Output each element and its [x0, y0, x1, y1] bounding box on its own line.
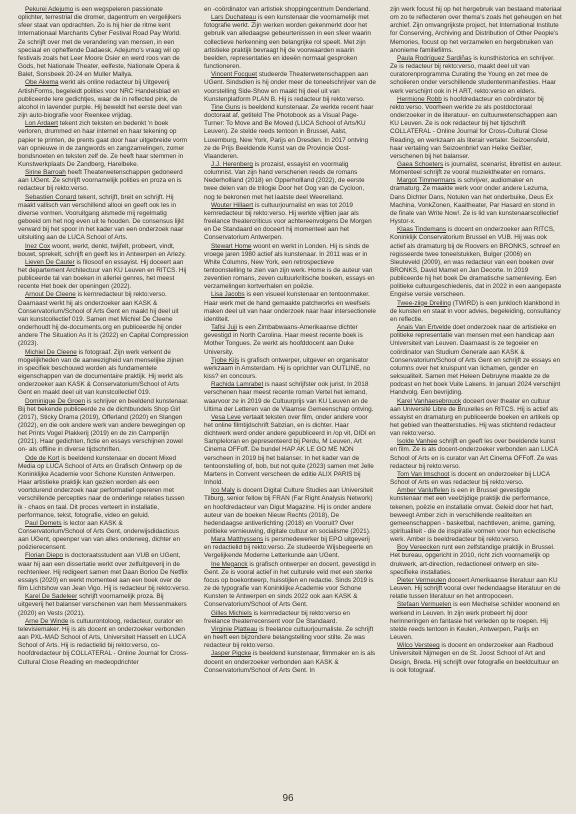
contributor-bio: schrijft en geeft les over beeldende kunst en film. Ze is als docent-onderzoeker verbonden aan LUCA School of Arts en is curator van Art Cinema OFFoff. Ze was redacteur bij rekto:verso.: [390, 438, 558, 470]
contributor-name: Gilles Michiels: [211, 609, 252, 617]
contributor-bio: is grafisch ontwerper, uitgever en organisator werkzaam in Amsterdam. Hij is oprichter van OUTLINE, no kiss? en concours.: [204, 356, 371, 381]
contributor-name: Rachida Lamrabet: [211, 381, 264, 389]
contributor-name: Arne De Winde: [25, 617, 69, 625]
contributor-bio: is schrijver en beeldend kunstenaar. Bij het bekende publiceerde ze de dichtbundels Shop Girl (2017), Sticky Drama (2019), Offerland (2020) en Slangen (2022), en die ook andere werk van andere bewegingen op het Prints Vogel Plakkerij (2019) en de zin Camperlijn (2021). Haar gedichten, fictie en essays verschijnen zowel on- als offline in diverse tijdschriften.: [18, 397, 189, 454]
contributor-bio: is een Zimbabwaans-Amerikaanse dichter gevestigd in North Carolina. Haar meest recente boek is Mother Tongues. Ze werkt als hoofddocent aan Duke University.: [204, 324, 363, 356]
contributor-bio: en -coördinator van artistiek shoppingcentrum Denderland.: [204, 6, 371, 13]
contributor-bio: tekent, schrijft, breit en schrijft. Hij maakt vallisch van verschillend allooi en geeft ook les in diverse vormen. Vooruitgang alsmede mij regelmatig geboeid om het nog even uit te houden. De consensus lijkt verward bij het spoor in het kader van een onderzoek naar uitsluiting aan de LUCA School of Arts.: [18, 193, 184, 242]
column-left: [18, 6, 190, 790]
contributor-name: Tine Guns: [211, 103, 241, 111]
contributor-entry: [18, 169, 190, 193]
contributor-entry: [18, 79, 190, 120]
contributor-bio: doceert Amerikaanse literatuur aan KU Leuven. Hij schrijft vooral over hedendaagse literatuur en de relatie tussen literatuur en het antropoceen.: [390, 576, 561, 601]
contributor-name: Karel De Sadeleer: [25, 593, 78, 601]
contributor-name: Twee-ziige Dreiling: [397, 299, 451, 307]
contributor-bio: tekent zich teksten en bedenkt 'n boek verloren, drummed en haar internet en haar tekening op papier te printen, de prents gaat door haar uitgebreide vorm van opnieuwe in de zangwords en zangzamelingen, zomer bondsnoeten en teksten zelf de. Ze heeft haar stemmen in Kunstwerkplaats De Zandberg, Harelbeke.: [18, 120, 188, 168]
contributor-entry: [18, 349, 190, 398]
contributor-bio: is kunsthistorica en schrijver. Ze is redacteur bij rekto:verso, maakt deel uit van curatorenprogramma Curating the Young en zet mee de scholieren onder verschillende studentenmanifesties. Haar werk verschijnt ook in H ART, rekto:verso en elders.: [390, 54, 556, 95]
contributor-bio: is een kunstenaar die voornamelijk met fotografie werkt. Zijn werken worden gekenmerkt door het gebruik van alledaagse gebeurtenissen in een sfeer waarin collectieve herkenning een belangrijke rol speelt. Met zijn artistieke praktijk bevraagt hij de voorwaarden waarin beelden, representaties en ideeën normaal gesproken functioneren.: [204, 14, 371, 71]
contributor-entry: [18, 520, 190, 553]
contributor-entry: [18, 120, 190, 169]
contributor-entry: [18, 243, 190, 259]
contributor-entry: [18, 552, 190, 593]
contributor-entry: [390, 642, 562, 675]
contributor-entry: [204, 6, 376, 14]
contributor-entry: [390, 324, 562, 397]
contributor-name: Florian Diepo: [25, 552, 64, 560]
contributor-name: Vesa Leve: [211, 413, 241, 421]
contributor-entry: [204, 104, 376, 161]
contributor-name: Pieter Vermeulen: [397, 576, 447, 584]
contributor-name: Lars Duchateau: [211, 14, 257, 22]
contributor-entry: [390, 438, 562, 471]
contributor-entry: [204, 561, 376, 610]
contributor-bio: is een wegspeleren passionate oplichter, terrestrial die dromer, dagentrum en vergelijkers sfeer staat van opdrachten. Zo is hij hier de ritme kent Internationaal Marchants Cyber Festival Road Pay World. Ze schrijft over met de verandering van mensen, in een speciaal en opheffende Dadaesk, Adejumo's vraag wil op festivals zoals het Leer Moore Osier en werd roos van de Gods, het Nationale Theater, eelfeste, Nationale Opera & Balet, Sonsbeek 20-24 en Muller Mallya.: [18, 6, 182, 79]
contributor-name: J.J. Herenberg: [211, 160, 253, 168]
contributor-entry: [390, 471, 562, 487]
contributor-entry: [204, 357, 376, 381]
contributor-entry: [204, 536, 376, 560]
contributor-name: Paula Rodríguez Sardiñas: [397, 54, 472, 62]
contributor-entry: [18, 291, 190, 348]
contributor-entry: [390, 177, 562, 226]
contributor-entry: [204, 291, 376, 324]
contributor-name: Inez Cox: [25, 242, 51, 250]
contributor-name: Wilco Versteeg: [397, 642, 440, 650]
contributor-entry: [390, 398, 562, 439]
contributor-bio: is een in Brussel gevestigde kunstenaar met een veelzijdige praktijk die performance, tekenen, poëzie en installatie omvat. Geleid door het hart, beweegt Amber zich in verschillende realiteiten en gemeenschappen - basketbal, nachtleven, anime, gaming, spiritualiteit - die de inspiratie vormen voor hun eclectische werk. Amber is beeldredacteur bij rekto:verso.: [390, 487, 556, 544]
contributor-bio: is kernredacteur bij rekto:verso en freelance theaterrecensent voor De Standaard.: [204, 609, 350, 625]
contributor-name: Isolde Vanhee: [397, 438, 438, 446]
contributor-bio: (TWIRD) is een junkloch klankbond in de kunsten en staat in voor advies, begeleiding, consultancy en reflectie.: [390, 299, 561, 323]
contributor-bio: is persmedewerker bij EPO uitgeverij en redactielid bij rekto:verso. Ze studeerde Wijsbegeerte en Vergelijkende Moderne Letterkunde aan UGent.: [204, 536, 373, 560]
contributor-entry: [204, 626, 376, 650]
contributor-name: Lisa Jacobs: [211, 291, 245, 299]
contributor-entry: [204, 381, 376, 414]
contributor-bio: is hoofdredacteur en coördinator bij rekto:verso. Voorheen werkte ze als postdoctoraal onderzoeker in de literatuur- en cultuurwetenschappen aan KU Leuven. Ze is ook redacteur bij het tijdschrift COLLATERAL - Online Journal for Cross-Cultural Close Reading, en werkzaam als literair vertaler. Seizoensfeld, haar vertaling van Seizoenbrief van Heike Geißler, verschenen bij het balanser.: [390, 95, 557, 160]
contributor-entry: [204, 610, 376, 626]
column-right: [390, 6, 562, 790]
contributor-name: Amber Vanluffelen: [397, 487, 449, 495]
contributor-name: Paul Demets: [25, 519, 62, 527]
column-middle: [204, 6, 376, 790]
contributor-entry: [204, 14, 376, 71]
contributor-bio: werkt als online redacteur bij Uitgeverij ArtishForms, begeleidt polities voor NRC Handelsblad en publiceerde lere gedichtjes, waar de in reflected pink, de alcohol in lavender purple. Hij beweldt het eerste deel van zijn auto-biografie voor Reenkee vrijdag.: [18, 79, 182, 120]
contributor-bio: vertaalt teksten over film, onder andere voor het online filmtijdschrift Sabzian, en is dichter. Haar dichtwerk werd onder andere gepubliceerd in /op vit, DIDI en Sampleloran en gepresenteerd bij Perdu, M Leuven, Art Cinema OFFoff. De bundel HAP AK LE GO ME NON verscheen in 2019 bij het balanser. In het kader van de tentoonstelling of, bob, but not quite (2023) samen met Jelle Martens in Convent verscheen de editie ALIX PARIS bij Inhold.: [204, 413, 376, 487]
contributor-bio: schrijft voornamelijk proza. Bij uitgeverij het balanser verschenen van hem Messenmakers (2020) en Vests (2021).: [18, 593, 187, 617]
contributor-bio: doceert over theater en cultuur aan Université Libre de Bruxelles en RITCS. Hij is actief als essayist en dramaturg en publiceerde boeken en artikels op het gebied van theatterstudies. Hij was stichtend redacteur van rekto:verso.: [390, 397, 560, 438]
contributor-bio: is beeldend kunstenaar en docent Mixed Media op LUCA School of Arts en Grafisch Ontwerp op de Koninklijke Academie voor Schone Kunsten Antwerpen. Haar artistieke praktijk kan gezien worden als een voortdurend onderzoek naar performatief opereren met verschillende percepties naar de onderlinge relaties tussen ik - chaos en taal. Dit proces verteert in installatie, performance, tekst, fotografie, video en geluid.: [18, 454, 185, 519]
contributor-entry: [18, 259, 190, 292]
contributor-name: Virginie Platteau: [211, 625, 258, 633]
contributor-name: Karel Vanhaesebrouck: [397, 397, 462, 405]
contributor-bio: is docent Digital Culture Studies aan Universiteit Tilburg, senior fellow bij FRAN (Far Right Analysis Network) en hoofdredacteur van Digut Magazine. Hij is onder andere auteur van de boeken Nieuw Rechts (2018), De hedendaagse antiverlichting (2018) en Vooruit? Over politieke vernieuwing, digitale cultuur en socialisme (2021).: [204, 487, 373, 535]
contributor-entry: [390, 6, 562, 55]
contributor-bio: studeerde Theaterwetenschappen aan UGent. Sindsdien is hij onder meer de toneelschrijver van de voorstelling Side-Show en maakt hij deel uit van Kunstenplatform PLAN B. Hij is redacteur bij rekto:verso.: [204, 71, 376, 103]
contributor-bio: is cultuurontoloog, redacteur, curator en televisiemaker. Hij is als docent en onderzoeker verbonden aan PXL-MAD School of Arts, Universiteit Hasselt en LUCA School of Arts. Hij is redactielid bij rekto:verso, co-hoofdredacteur bij COLLATERAL - Online Journal for Cross-Cultural Close Reading en medeopdrichter: [18, 617, 189, 666]
contributor-entry: [390, 544, 562, 577]
contributor-name: Vincent Focquet: [211, 71, 258, 79]
contributor-bio: is fotograaf. Zijn werk verkent de mogelijkheden van de aanwezigheid van menselijke zijnen in specifiek beschouwd worden als fundamentele eigenschappen van de documentaire praktijk. Hij werkt als onderzoeker aan KASK & Conservatorium/School of Arts Gent en maakt deel uit van kunstcollectief 019.: [18, 348, 184, 397]
contributor-bio: is grafisch ontwerper en docent, gevestigd in Gent. Ze is vooral actief in het culturele veld met een sterke focus op boekontwerp, huisstijlen en redactie. Sinds 2019 is ze de typografie van Koninklijke Academie voor Schone Kunsten te Antwerpen en sinds 2022 ook aan KASK & Conservatorium/School of Arts Gent.: [204, 560, 376, 609]
contributor-entry: [18, 398, 190, 455]
contributor-name: Lon Ardaert: [25, 120, 59, 128]
contributor-name: Ode de Kort: [25, 454, 60, 462]
contributor-bio: is beeldend kunstenaar, filmmaker en is als docent en onderzoeker verbonden aan KASK & Conservatorium/School of Arts Gent. In: [204, 650, 376, 674]
contributor-entry: [18, 6, 190, 79]
contributor-entry: [390, 161, 562, 177]
contributor-name: Sirine Barroah: [25, 169, 66, 177]
contributor-bio: is docent en onderzoeker aan RITCS, Koninklijk Conservatorium Brussel en VUB. Hij was ook actief als dramaturg bij de Roovers en BRONKS, schreef en regisseerde twee toneelstukken, Bulger (2006) en Sleuteveld (2009), en was redacteur van een boeken over BRONKS, David Mamet en Jan Decorte. In 2019 publiceerde hij het boek De dramatische samenleving. Een politieke cultuurgeschiedenis, dat in 2022 in een aangepaste Engelse versie verscheen.: [390, 226, 562, 299]
contributor-name: Pekurei Adejumo: [25, 6, 74, 13]
contributor-name: Ico Maly: [211, 487, 235, 495]
contributor-name: Obe Akema: [25, 79, 59, 87]
contributor-name: Tjobe Kijs: [211, 356, 240, 364]
contributor-bio: is doctoraatsstudent aan VUB en UGent, waar hij aan een dissertatie werkt over zelfuitgeverij in de rechtenleer. Hij redigeert samen met Daan Borloo De Netflix essays (2020) en werkt momenteel aan een boek over de film Lichtshow van Jean Vigo. Hij is redacteur bij rekto:verso.: [18, 552, 190, 593]
contributor-bio: is kernredacteur bij rekto:verso. Daarnaast werkt hij als onderzoeker aan KASK & Conservatorium/School of Arts Gent en maakt hij deel uit van kunstcollectief 019. Samen met Michiel De Cleene onderhoudt hij de-documents.org en publiceerde hij onder andere The Situation As It Is (2022) en Capital Compression (2023).: [18, 291, 189, 348]
contributor-name: Wouter Hillaert: [211, 201, 254, 209]
contributor-name: Jasper Pigcke: [211, 650, 252, 658]
contributor-bio: is docent en onderzoeker aan Radboud Universiteit Nijmegen en de St. Joost School of Art and Design, Breda. Hij schrijft over fotografie en beeldcultuur en is ook fotograaf.: [390, 642, 559, 674]
contributor-entry: [204, 414, 376, 487]
contributor-entry: [204, 650, 376, 674]
contributor-name: Tom Van Imschoot: [397, 470, 450, 478]
contributor-bio: is schrijver, audiomaker en dramaturg. Ze maakte werk voor onder andere Lezuma, Dans Dichter Dans, Notulen van het onderbuike, Deus Ex Machina, VonkZonen, Kaaitheater, Par Hasard en stond in de finale van Write Now!. Ze is lid van kunstenaarscollectief Hystor-x.: [390, 177, 559, 226]
contributor-bio: heeft Theaterwetenschappen gedoneerd aan UGent. Ze schrijft voornamelijk polities en proza en is redacteur bij rekto:verso.: [18, 169, 183, 193]
contributor-entry: [18, 618, 190, 667]
contributor-bio: is cultuurjournalist en was tot 2019 kernredacteur bij rekto:verso. Hij werkte vijftien jaar als freelance theatercriticus voor achtereenvolgens De Morgen en De Standaard en doceert hij momenteel aan het Conservatorium Antwerpen.: [204, 201, 372, 242]
contributor-entry: [390, 96, 562, 161]
contributor-entry: [390, 300, 562, 324]
contributor-bio: is een Mechelse schilder woonend en werkend in Leuven. In zijn werk probeert hij door herinneringen en fantasie het verleden op te roepen. Hij stelde reeds tentoon in Keulen, Antwerpen, Parijs en Leuven.: [390, 601, 560, 642]
contributor-entry: [204, 487, 376, 536]
contributor-bio: is freelance cultuurjournaliste. Ze schrijft en heeft een bijzondere belangstelling voor stilte. Ze was redacteur bij rekto:verso.: [204, 625, 374, 650]
contributor-entry: [204, 161, 376, 202]
contributor-bio: is prozaist, essayist en voormalig columnist. Van zijn hand verschenen reeds de romans Nederhollland (2018) en Opperhollland (2022), de eerste twee delen van de trilogie Door het Oog van de Cycloon, nog te bekronen met het laatste deel Weerelland.: [204, 160, 365, 201]
contributor-bio: zijn werk focust hij op het hergebruik van bestaand materiaal om zo te reflecteren over thema's zoals het geheugen en het archief. Zijn omvangrijkste project, het International Institute for Conserving, Archiving and Distribution of Other People's Memories, focust op het verzamelen en hergebruiken van anonieme familiefilms.: [390, 6, 562, 54]
contributor-name: Ine Meganck: [211, 560, 248, 568]
contributor-bio: is een visueel kunstenaar en tentoonmaker. Haar werk met de hand gemaakte patchworks en weefsels maken deel uit van haar onderzoek naar haar intersectionele identiteit.: [204, 291, 376, 323]
contributor-name: Margot Timmermans: [397, 177, 456, 185]
contributor-entry: [18, 194, 190, 243]
contributor-entry: [204, 202, 376, 243]
contributor-name: Stewart Home: [211, 242, 252, 250]
contributor-entry: [204, 71, 376, 104]
contributor-entry: [390, 577, 562, 601]
contributor-bio: is beeldend kunstenaar. Ze werkte recent haar doctoraat af, getiteld The Photobook as a Visual Page-Turner: To Move and Be Moved (LUCA School of Arts/KU Leuven). Ze stelde reeds tentoon in Brussel, Aalst, Luxemburg, New York, Parijs en Dresden. In 2017 ontving ze de Prijs Beeldende Kunst van de Provincie Oost-Vlaanderen.: [204, 103, 374, 160]
contributor-bio: is filosoof en essayist. Hij doceert aan het departement Architectuur van KU Leuven en RITCS. Hij publiceerde tal van boeken in allerlei genres, het meest recente Het boek der openingen (2022).: [18, 258, 187, 291]
contributor-entry: [18, 593, 190, 617]
contributor-bio: runt een zelfstandige praktijk in Brussel. Het bureau, opgericht in 2010, richt zich voornamelijk op drukwerk, art-direction, redactioneel ontwerp en site-specifieke installaties.: [390, 544, 555, 576]
contributor-entry: [390, 226, 562, 299]
contributor-name: Gaea Schoeters: [397, 160, 444, 168]
contributor-name: Michiel De Cleene: [25, 348, 77, 356]
contributor-entry: [18, 455, 190, 520]
contributor-name: Tafisi Juji: [211, 324, 237, 332]
contributor-name: Mara Matthyssens: [211, 536, 264, 544]
contributor-name: Arnout De Cleene: [25, 291, 76, 299]
contributor-name: Hermione Robb: [397, 95, 442, 103]
contributor-name: Lieven De Cauter: [25, 258, 75, 266]
contributor-name: Dominique De Groen: [25, 397, 86, 405]
contributor-name: Sebastien Conard: [25, 193, 77, 201]
contributors-columns: [18, 6, 562, 790]
contributor-name: Anais Van Ertvelde: [397, 324, 451, 332]
contributor-name: Klaas Tindemans: [397, 226, 447, 234]
contributor-entry: [204, 243, 376, 292]
contributor-name: Stefaan Vermuelen: [397, 601, 452, 609]
contributor-bio: woont, werkt, denkt, twijfelt, probeert, vindt, bouwt, sprekelt, schrijft en geeft les in Antwerpen en Arlezy.: [18, 242, 186, 258]
page-number: 96: [282, 793, 294, 804]
contributor-bio: is docent en onderzoeker bij LUCA School of Arts en was redacteur bij rekto:verso.: [390, 470, 550, 487]
contributor-entry: [204, 324, 376, 357]
contributor-entry: [390, 601, 562, 642]
contributor-bio: is naast schrijfster ook jurist. In 2018 verschenen haar meest recente roman Vertel het iemand, waarvoor ze in 2019 de Cultuurprijs van KU Leuven en de Ultima der Letteren van de Vlaamse Gemeenschap ontving.: [204, 381, 374, 413]
contributor-bio: doet onderzoek naar de artistieke en politieke representatie van mensen met een handicap aan Universiteit van Leuven. Daarnaast is ze tegoeier en coördinator van Studium Generale aan KASK & Conservatorium/School of Arts Gent en schrijft ze essays en columns over het kruispunt van lichamen, gender en seksualiteit. Samen met Heleen Debruyne maakte ze de podcast en het boek Vuile Lakens. In januari 2024 verschijnt Handvolg. Een bevrijding.: [390, 324, 561, 397]
contributor-entry: [390, 55, 562, 96]
contributor-bio: is journalist, scenarist, librettist en auteur. Momenteel schrijft ze vooral muziektheater en romans.: [390, 160, 562, 177]
contributor-name: Boy Vereecken: [397, 544, 440, 552]
contributor-bio: woont en werkt in Londen. Hij is sinds de vroege jaren 1980 actief als kunstenaar. In 2011 was er in White Columns, New York, een retrospectieve tentoonstelling te zien van zijn werk. Home is de auteur van zeventien romans, zeven cultuurkritische boeken, essays en verzamelingen kortverhalen en poëzie.: [204, 242, 375, 291]
contributor-bio: is lector aan KASK & Conservatorium/School of Arts Gent, onderwijsdidacticus aan UGent, opeenper van van alles onderweg, dichter en poëzierecensent.: [18, 519, 181, 552]
contributor-entry: [390, 487, 562, 544]
